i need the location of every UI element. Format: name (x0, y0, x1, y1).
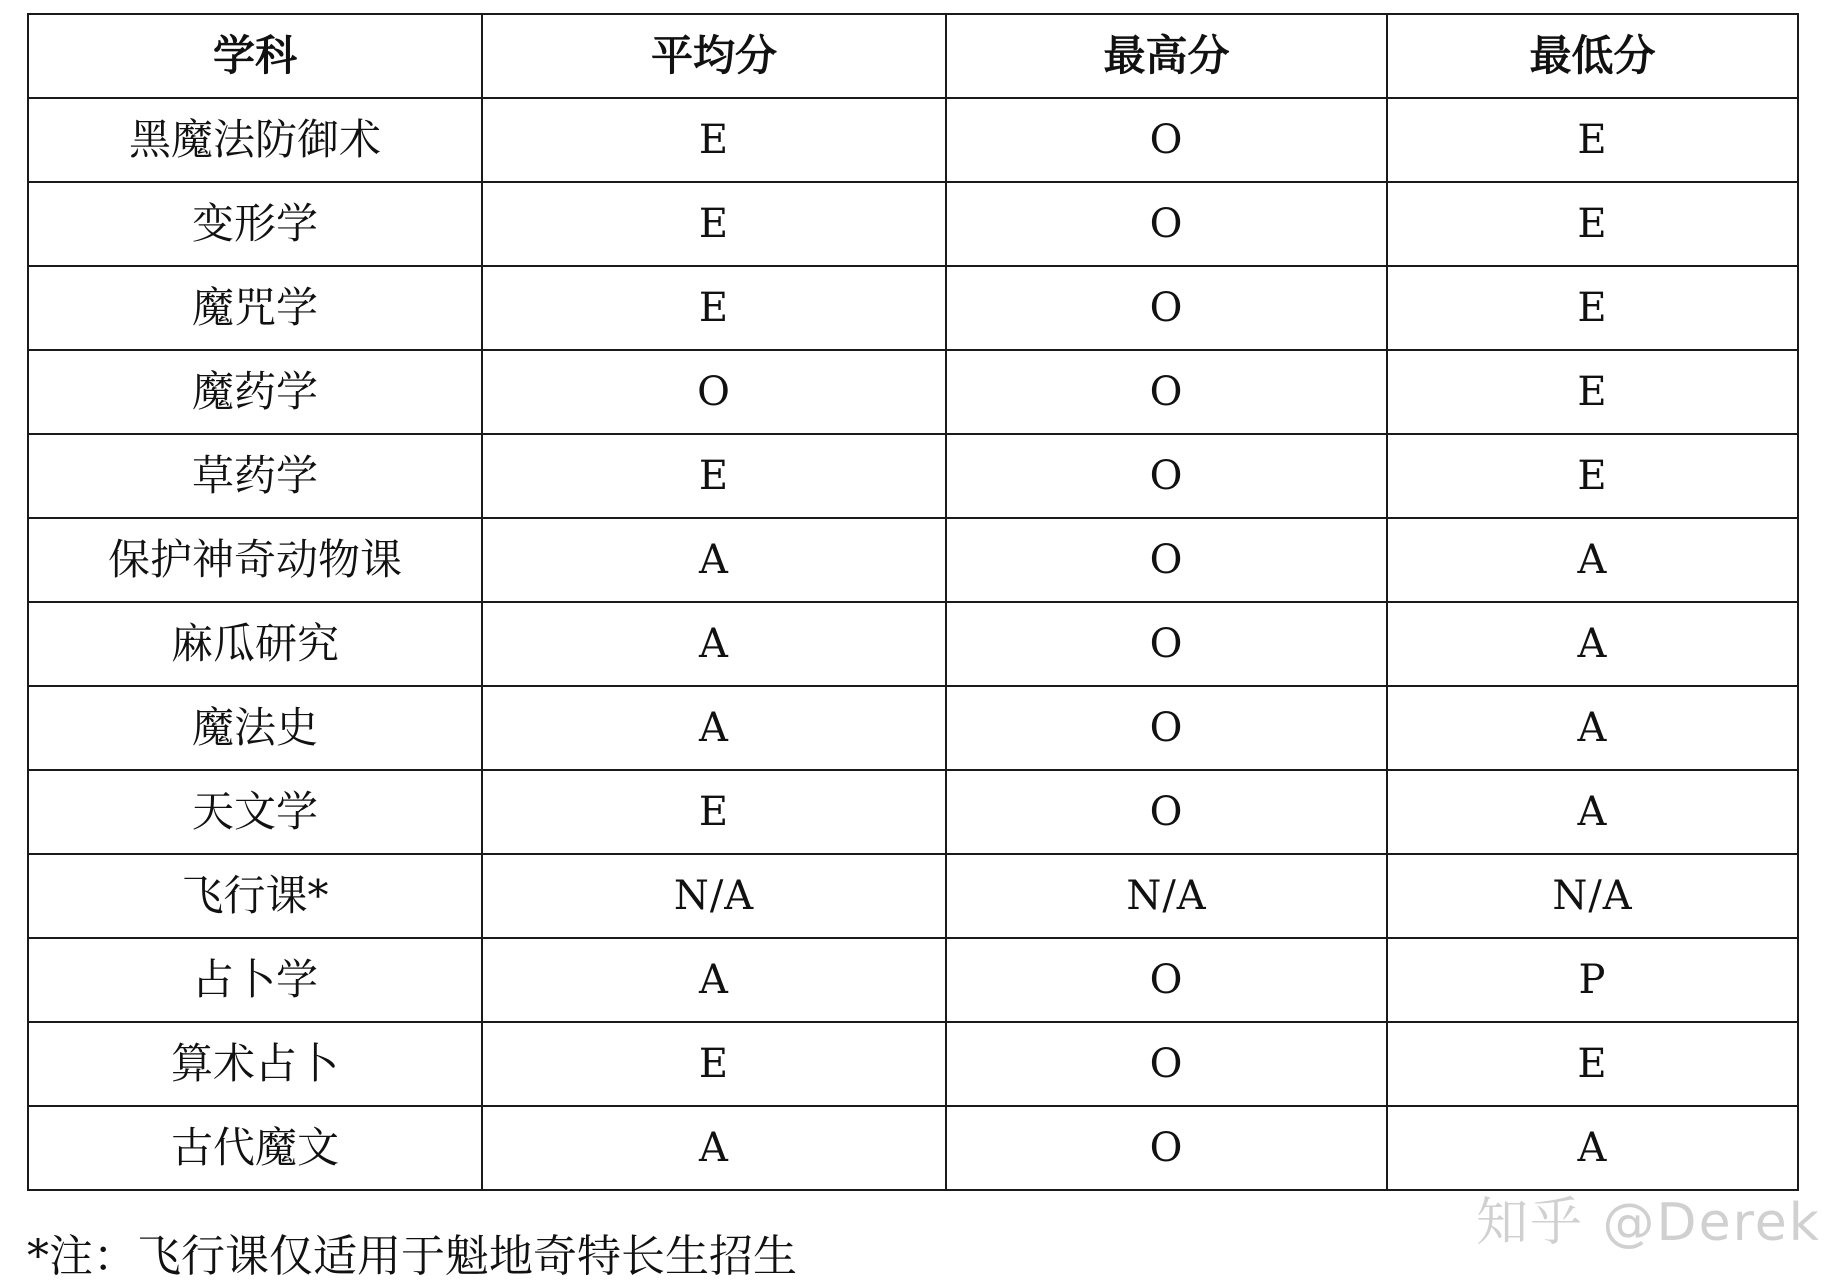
highest-grade-cell: O (946, 1022, 1387, 1106)
average-grade-cell: N/A (482, 854, 946, 938)
footnote: *注：飞行课仅适用于魁地奇特长生招生 (27, 1231, 797, 1282)
lowest-grade-cell: E (1387, 266, 1798, 350)
lowest-grade-cell: A (1387, 1106, 1798, 1190)
lowest-grade-cell: A (1387, 602, 1798, 686)
highest-grade-cell: O (946, 98, 1387, 182)
table-row (28, 434, 1798, 518)
header-highest-score: 最高分 (946, 14, 1387, 98)
subject-cell: 变形学 (28, 182, 482, 266)
lowest-grade-cell: A (1387, 770, 1798, 854)
subject-cell: 天文学 (28, 770, 482, 854)
header-subject: 学科 (28, 14, 482, 98)
highest-grade-cell: O (946, 686, 1387, 770)
table-row (28, 938, 1798, 1022)
average-grade-cell: A (482, 938, 946, 1022)
highest-grade-cell: O (946, 938, 1387, 1022)
highest-grade-cell: O (946, 518, 1387, 602)
lowest-grade-cell: E (1387, 182, 1798, 266)
subject-cell: 魔药学 (28, 350, 482, 434)
average-grade-cell: E (482, 182, 946, 266)
grades-table (27, 13, 1799, 1191)
average-grade-cell: A (482, 518, 946, 602)
subject-cell: 保护神奇动物课 (28, 518, 482, 602)
lowest-grade-cell: E (1387, 1022, 1798, 1106)
table-row (28, 770, 1798, 854)
table-row (28, 1106, 1798, 1190)
average-grade-cell: E (482, 434, 946, 518)
header-average-score: 平均分 (482, 14, 946, 98)
subject-cell: 飞行课* (28, 854, 482, 938)
header-lowest-score: 最低分 (1387, 14, 1798, 98)
table-row (28, 686, 1798, 770)
table-row (28, 1022, 1798, 1106)
lowest-grade-cell: P (1387, 938, 1798, 1022)
table-row (28, 602, 1798, 686)
subject-cell: 占卜学 (28, 938, 482, 1022)
highest-grade-cell: O (946, 434, 1387, 518)
average-grade-cell: O (482, 350, 946, 434)
header-row (28, 14, 1798, 98)
highest-grade-cell: O (946, 266, 1387, 350)
average-grade-cell: E (482, 770, 946, 854)
subject-cell: 魔法史 (28, 686, 482, 770)
average-grade-cell: A (482, 686, 946, 770)
highest-grade-cell: O (946, 350, 1387, 434)
subject-cell: 魔咒学 (28, 266, 482, 350)
table-row (28, 98, 1798, 182)
subject-cell: 黑魔法防御术 (28, 98, 482, 182)
lowest-grade-cell: E (1387, 350, 1798, 434)
table-row (28, 350, 1798, 434)
table-header (28, 14, 1798, 98)
average-grade-cell: A (482, 602, 946, 686)
average-grade-cell: E (482, 1022, 946, 1106)
lowest-grade-cell: E (1387, 434, 1798, 518)
highest-grade-cell: O (946, 182, 1387, 266)
subject-cell: 古代魔文 (28, 1106, 482, 1190)
watermark: 知乎 @Derek (1476, 1193, 1821, 1253)
lowest-grade-cell: A (1387, 686, 1798, 770)
subject-cell: 草药学 (28, 434, 482, 518)
highest-grade-cell: O (946, 770, 1387, 854)
table-row (28, 266, 1798, 350)
table-row (28, 854, 1798, 938)
average-grade-cell: E (482, 98, 946, 182)
highest-grade-cell: N/A (946, 854, 1387, 938)
lowest-grade-cell: E (1387, 98, 1798, 182)
table-row (28, 182, 1798, 266)
table-body (28, 98, 1798, 1190)
subject-cell: 麻瓜研究 (28, 602, 482, 686)
lowest-grade-cell: A (1387, 518, 1798, 602)
lowest-grade-cell: N/A (1387, 854, 1798, 938)
subject-cell: 算术占卜 (28, 1022, 482, 1106)
highest-grade-cell: O (946, 1106, 1387, 1190)
average-grade-cell: A (482, 1106, 946, 1190)
table-row (28, 518, 1798, 602)
highest-grade-cell: O (946, 602, 1387, 686)
average-grade-cell: E (482, 266, 946, 350)
